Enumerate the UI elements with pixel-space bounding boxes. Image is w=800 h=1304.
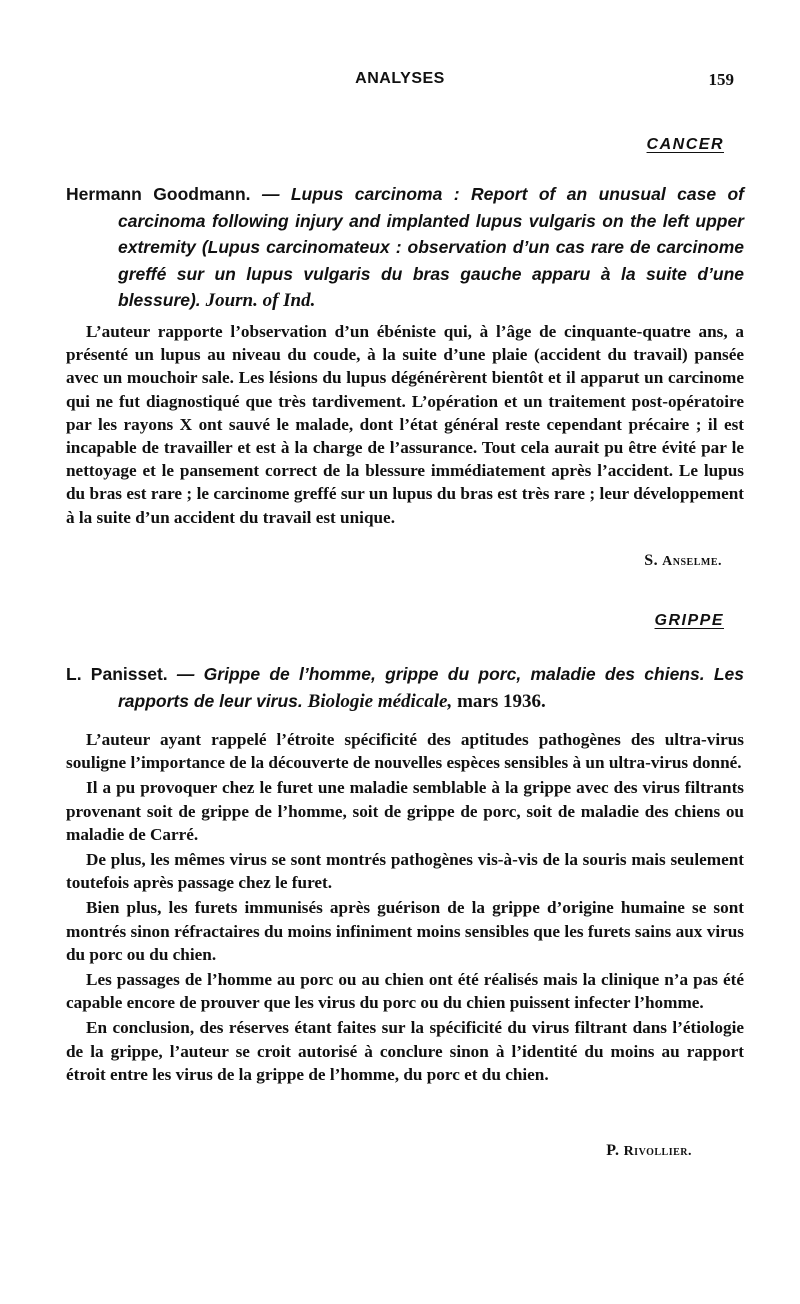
reference-journal: Biologie médicale, [307,690,453,712]
reference-date: mars 1936. [457,690,546,712]
signature-initial: S. [644,552,659,569]
reference-title: — Lupus carcinoma : Report of an unusual case of carcinoma following injury and implanted lupus vulgaris on the left upper extremity (Lupus carcinomateux : observation d’un cas rare de carcinome greffé sur un lupus vulgaris du bras gauche apparu à la suite d’une blessure). [118,184,744,310]
abstract-paragraph: En conclusion, des réserves étant faites sur la spécificité du virus filtrant dans l’étiologie de la grippe, l’auteur se croit autorisé à conclure sinon à l’identité du moins au rapport étroit entre les virus de la grippe de l’homme, du porc et du chien. [66,1018,744,1084]
section-label-grippe: GRIPPE [654,612,724,629]
reference-author: Hermann Goodmann. [66,184,251,204]
signature-name: Rivollier. [623,1144,692,1159]
page-number: 159 [708,70,734,89]
abstract-paragraph: Les passages de l’homme au porc ou au chien ont été réalisés mais la clinique n’a pas été capable encore de prouver que les virus du porc ou du chien puissent infecter l’homme. [66,970,744,1013]
reference-panisset [66,661,744,715]
abstract-paragraph: Il a pu provoquer chez le furet une maladie semblable à la grippe avec des virus filtrants provenant soit de grippe de l’homme, soit de grippe de porc, soit de maladie des chiens ou maladie de Carré. [66,778,744,844]
reference-author: L. Panisset. [66,664,168,684]
reference-goodmann [66,181,744,315]
abstract-goodmann [66,320,744,529]
signature-anselme [644,552,722,570]
section-label-cancer: CANCER [646,136,724,153]
abstract-paragraph: L’auteur rapporte l’observation d’un ébéniste qui, à l’âge de cinquante-quatre ans, a présenté un lupus au niveau du coude, à la suite d’une plaie (accident du travail) pansée avec un mouchoir sale. Les lésions du lupus dégénérèrent bientôt et il apparut un carcinome qui ne fut diagnostiqué que très tardivement. L’opération et un traitement post-opératoire par les rayons X ont sauvé le malade, dont l’état général reste cependant précaire ; il est incapable de travailler et est à la charge de l’assurance. Tout cela aurait pu être évité par le nettoyage et le pansement correct de la blessure immédiatement après l’accident. Le lupus du bras est rare ; le carcinome greffé sur un lupus du bras est très rare ; leur développement à la suite d’un accident du travail est unique. [66,322,744,527]
abstract-paragraph: De plus, les mêmes virus se sont montrés pathogènes vis-à-vis de la souris mais seulement toutefois après passage chez le furet. [66,850,744,893]
reference-journal: Journ. of Ind. [205,290,316,311]
abstract-paragraph: Bien plus, les furets immunisés après guérison de la grippe d’origine humaine se sont montrés sinon réfractaires du moins infiniment moins sensibles que les furets sains aux virus du porc ou du chien. [66,898,744,964]
running-head [66,70,734,96]
abstract-panisset [66,728,744,1086]
running-head-title: ANALYSES [355,70,445,87]
signature-name: Anselme. [662,554,722,569]
abstract-paragraph: L’auteur ayant rappelé l’étroite spécificité des aptitudes pathogènes des ultra-virus souligne l’importance de la découverte de nouvelles espèces sensibles à un ultra-virus donné. [66,730,744,773]
reference-title: — Grippe de l’homme, grippe du porc, maladie des chiens. Les rapports de leur virus. [118,664,744,711]
signature-initial: P. [606,1142,620,1159]
signature-rivollier [606,1142,692,1160]
